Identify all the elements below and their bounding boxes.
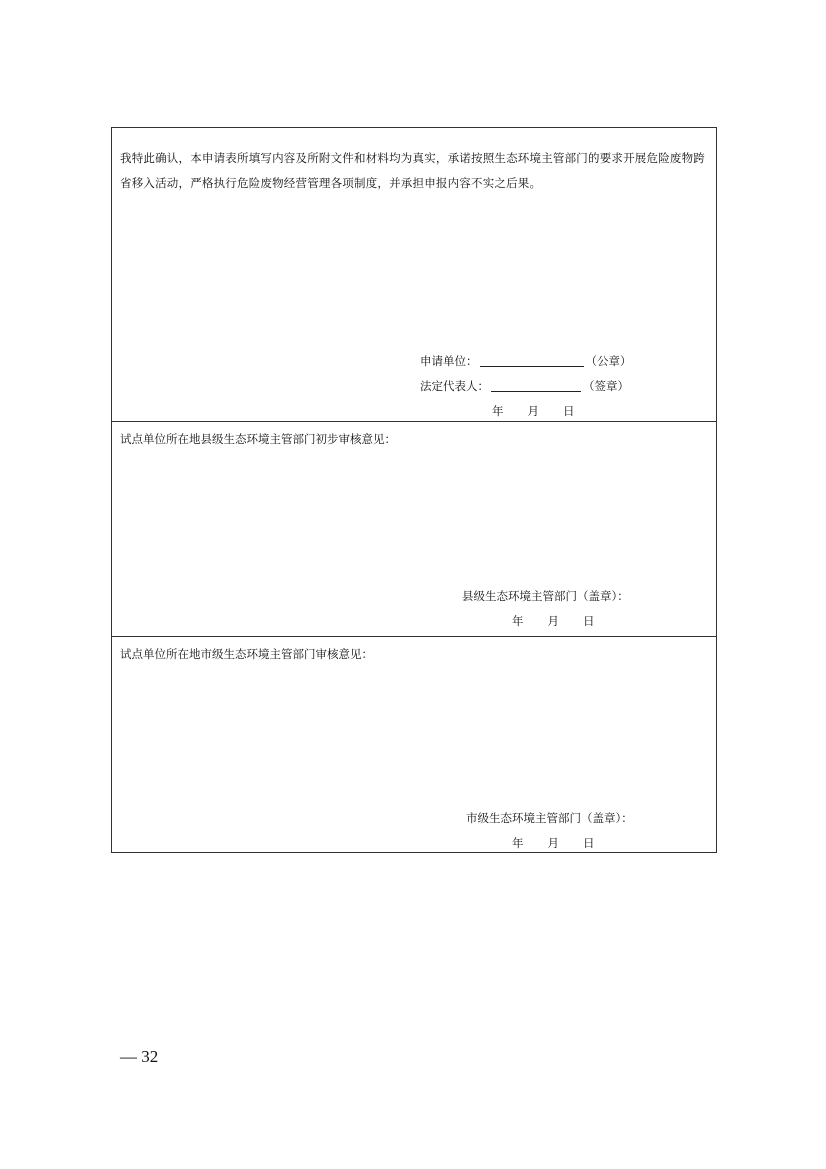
- page-number: — 32: [120, 1047, 159, 1066]
- date-day: 日: [583, 836, 595, 850]
- applicant-unit-line: [480, 353, 584, 367]
- declaration-section: [112, 128, 716, 422]
- date-day: 日: [583, 614, 595, 628]
- county-date-row: [512, 613, 595, 629]
- declaration-text: 我特此确认，本申请表所填写内容及所附文件和材料均为真实，承诺按照生态环境主管部门的要求开展危险废物跨省移入活动，严格执行危险废物经营管理各项制度，并承担申报内容不实之后果。: [120, 151, 705, 190]
- date-year: 年: [492, 404, 504, 418]
- legal-rep-label: 法定代表人：: [420, 379, 489, 393]
- legal-rep-row: [420, 378, 629, 394]
- date-month: 月: [547, 614, 559, 628]
- city-review-section: [112, 637, 716, 852]
- legal-rep-line: [491, 378, 581, 392]
- applicant-unit-row: [420, 353, 632, 369]
- date-day: 日: [563, 404, 575, 418]
- date-month: 月: [527, 404, 539, 418]
- applicant-unit-suffix: （公章）: [585, 354, 632, 368]
- date-year: 年: [512, 614, 524, 628]
- legal-rep-suffix: （签章）: [583, 379, 629, 393]
- city-date-row: [512, 835, 595, 851]
- county-review-label: 试点单位所在地县级生态环境主管部门初步审核意见：: [120, 432, 396, 446]
- date-month: 月: [547, 836, 559, 850]
- declaration-date-row: [492, 403, 575, 419]
- city-review-label: 试点单位所在地市级生态环境主管部门审核意见：: [120, 647, 373, 661]
- application-form-table: [111, 127, 717, 853]
- applicant-unit-label: 申请单位：: [420, 354, 478, 368]
- county-stamp-row: [462, 588, 629, 604]
- county-stamp-label: 县级生态环境主管部门（盖章）：: [462, 589, 629, 603]
- city-stamp-row: [466, 810, 633, 826]
- date-year: 年: [512, 836, 524, 850]
- county-review-section: [112, 422, 716, 637]
- city-stamp-label: 市级生态环境主管部门（盖章）：: [466, 811, 633, 825]
